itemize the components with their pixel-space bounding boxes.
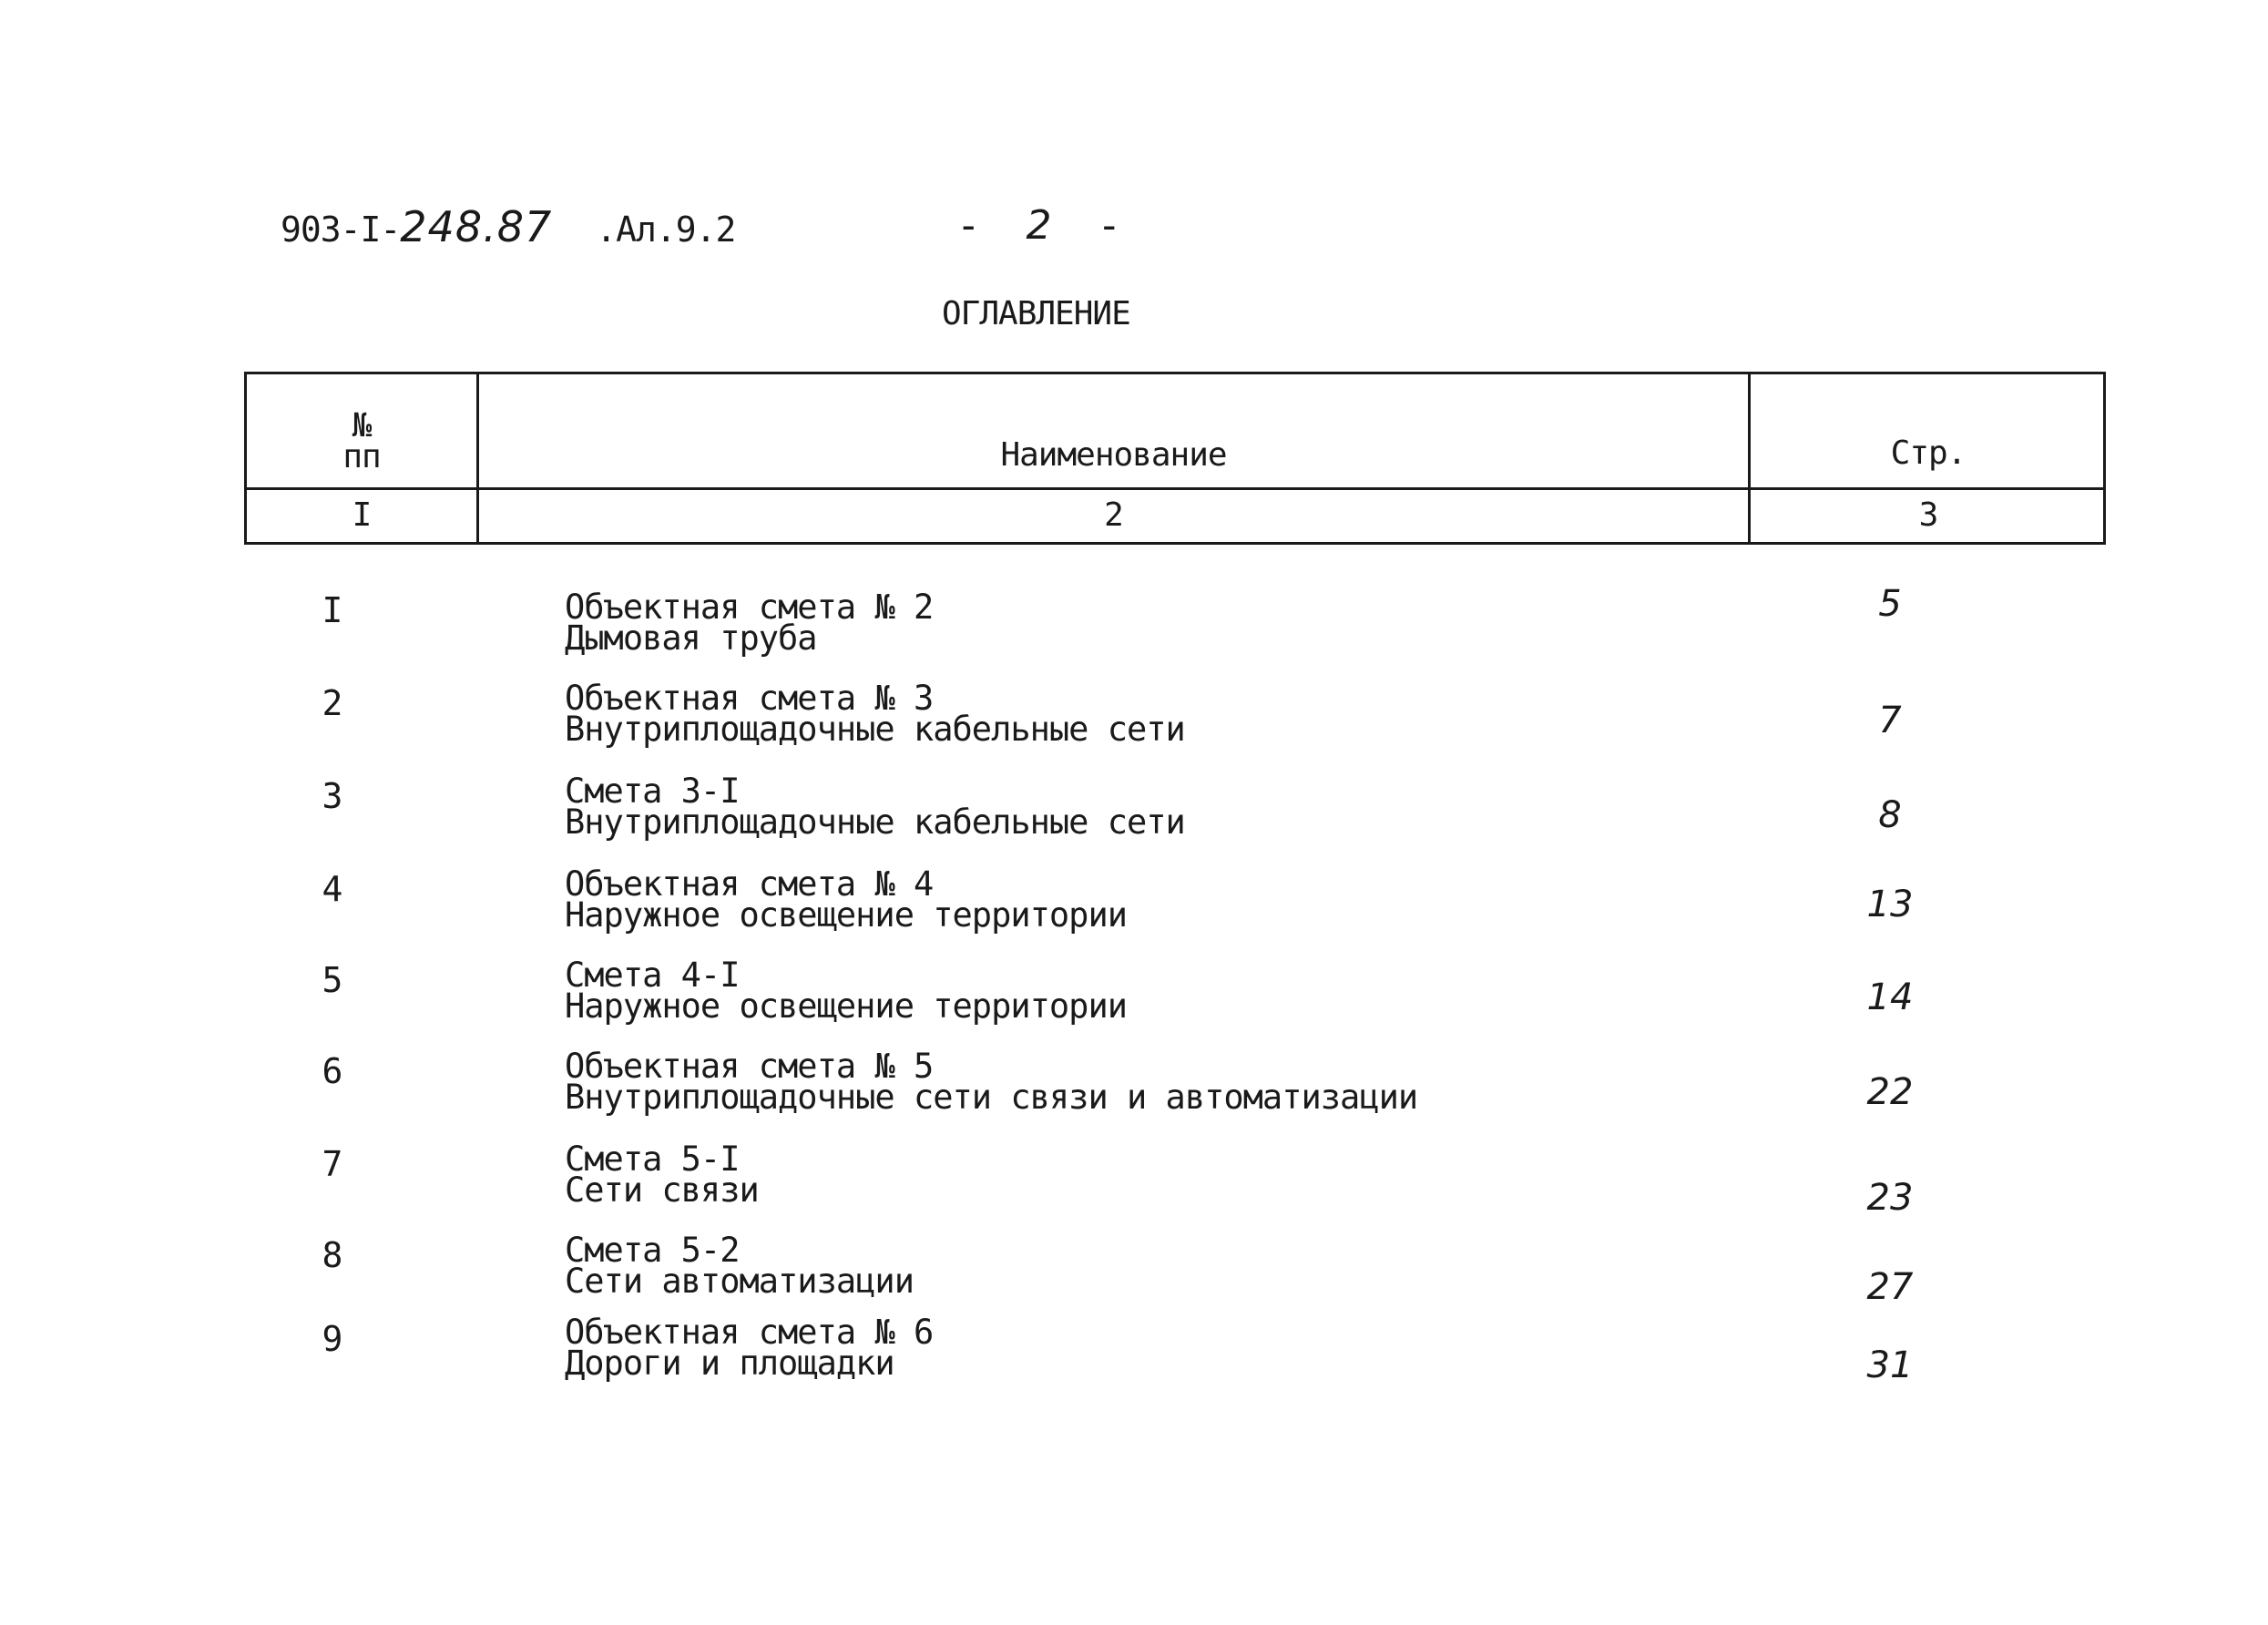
toc-row-line1: Объектная смета № 2	[565, 588, 934, 627]
toc-row-number: I	[322, 590, 343, 630]
toc-row-line2: Внутриплощадочные сети связи и автоматизации	[565, 1078, 1418, 1117]
toc-row-title	[565, 679, 1185, 749]
table-divider-horizontal	[247, 487, 2103, 490]
toc-row-page: 13	[1866, 884, 1914, 925]
index-col-name: 2	[1104, 496, 1123, 534]
toc-row-line1: Смета 4-I	[565, 956, 740, 995]
header-col-number	[247, 407, 476, 475]
toc-row-line1: Объектная смета № 6	[565, 1313, 934, 1352]
toc-row-number: 9	[322, 1319, 343, 1359]
toc-row-line1: Смета 3-I	[565, 772, 740, 811]
index-col-page: 3	[1918, 496, 1938, 534]
toc-row-title	[565, 1140, 759, 1210]
toc-row-line1: Объектная смета № 3	[565, 679, 934, 718]
toc-row-page: 31	[1866, 1344, 1914, 1386]
toc-row-number: 8	[322, 1235, 343, 1275]
toc-row-line1: Смета 5-I	[565, 1140, 740, 1179]
header-col-number-line2: пп	[342, 438, 381, 475]
toc-row-page: 14	[1866, 976, 1914, 1018]
page-number-value: 2	[1026, 202, 1052, 249]
toc-row-page: 23	[1866, 1177, 1914, 1219]
toc-row-title	[565, 1313, 934, 1383]
toc-row-number: 4	[322, 869, 343, 909]
toc-row-line2: Сети автоматизации	[565, 1262, 914, 1301]
page-number	[956, 202, 1121, 249]
page-title: ОГЛАВЛЕНИЕ	[942, 295, 1130, 332]
page-dash-left: -	[956, 202, 981, 249]
header-col-name: Наименование	[1000, 436, 1227, 474]
toc-row-number: 5	[322, 960, 343, 1000]
toc-row-page: 22	[1866, 1071, 1914, 1113]
toc-row-line2: Дороги и площадки	[565, 1344, 894, 1383]
toc-row-title	[565, 1047, 1418, 1117]
toc-row-title	[565, 588, 934, 658]
toc-row-page: 8	[1878, 794, 1902, 836]
page-dash-right: -	[1097, 202, 1121, 249]
toc-row-number: 7	[322, 1144, 343, 1184]
toc-row-line2: Внутриплощадочные кабельные сети	[565, 710, 1185, 749]
header-col-page: Стр.	[1890, 434, 1967, 472]
toc-row-page: 5	[1878, 583, 1902, 625]
album-number: .Ал.9.2	[596, 210, 736, 250]
toc-row-line2: Наружное освещение территории	[565, 895, 1128, 935]
toc-row-title	[565, 956, 1128, 1026]
toc-row-page: 27	[1866, 1266, 1914, 1308]
index-col-number: I	[352, 496, 372, 534]
toc-row-line2: Наружное освещение территории	[565, 986, 1128, 1026]
toc-row-line2: Дымовая труба	[565, 618, 817, 658]
toc-row-title	[565, 772, 1185, 842]
toc-row-line2: Сети связи	[565, 1170, 759, 1210]
document-code-printed: 903-I-	[281, 210, 401, 250]
toc-row-line2: Внутриплощадочные кабельные сети	[565, 802, 1185, 842]
toc-row-page: 7	[1878, 700, 1902, 741]
toc-header-table	[244, 372, 2106, 545]
toc-row-title	[565, 864, 1128, 935]
toc-row-line1: Смета 5-2	[565, 1231, 740, 1270]
toc-row-line1: Объектная смета № 5	[565, 1047, 934, 1086]
toc-row-number: 6	[322, 1051, 343, 1091]
toc-row-line1: Объектная смета № 4	[565, 864, 934, 904]
document-code-handwritten: 248.87	[400, 202, 553, 251]
header-col-number-line1: №	[352, 407, 372, 445]
document-code	[281, 202, 735, 251]
toc-row-number: 2	[322, 683, 343, 723]
toc-row-title	[565, 1231, 914, 1301]
toc-row-number: 3	[322, 776, 343, 816]
